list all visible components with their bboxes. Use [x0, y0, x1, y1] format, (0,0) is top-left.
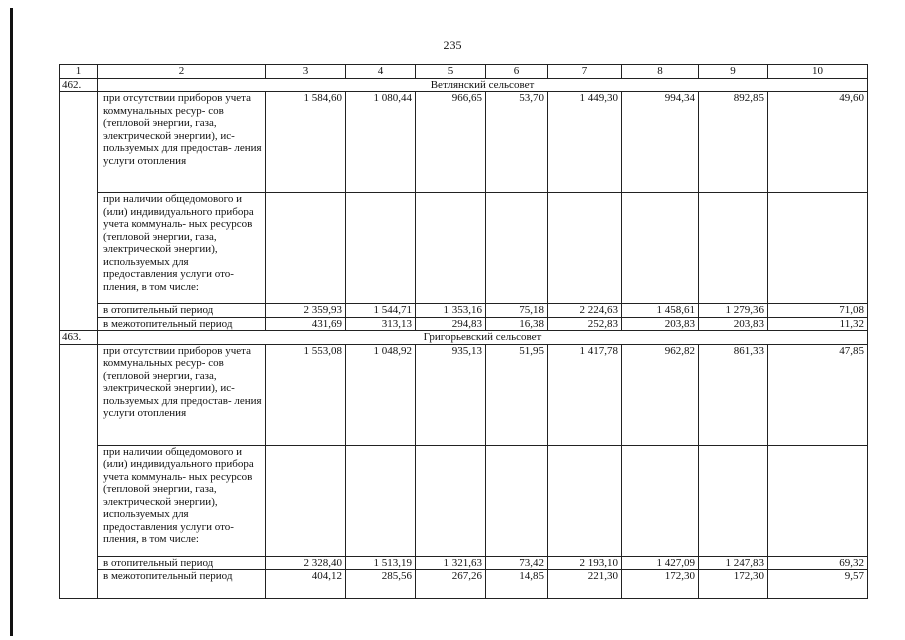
value-cell: 861,33: [699, 344, 768, 445]
value-cell: 53,70: [486, 92, 548, 193]
value-cell: [416, 445, 486, 556]
value-cell: [768, 445, 868, 556]
value-cell: [266, 193, 346, 304]
value-cell: 203,83: [699, 317, 768, 331]
value-cell: [266, 445, 346, 556]
value-cell: 1 584,60: [266, 92, 346, 193]
value-cell: [622, 193, 699, 304]
column-header: 8: [622, 65, 699, 79]
column-header: 7: [548, 65, 622, 79]
tariff-table: [59, 64, 868, 599]
value-cell: 221,30: [548, 570, 622, 599]
column-header: 3: [266, 65, 346, 79]
value-cell: 11,32: [768, 317, 868, 331]
value-cell: [416, 193, 486, 304]
value-cell: 1 544,71: [346, 304, 416, 318]
value-cell: 172,30: [622, 570, 699, 599]
value-cell: 75,18: [486, 304, 548, 318]
section-row: [60, 78, 868, 92]
value-cell: 1 247,83: [699, 556, 768, 570]
value-cell: 252,83: [548, 317, 622, 331]
row-label: при отсутствии приборов учета коммунальных ресур- сов (тепловой энергии, газа, электрической энергии), ис- пользуемых для предостав- ления услуги отопления: [98, 344, 266, 445]
value-cell: 313,13: [346, 317, 416, 331]
column-number-row: [60, 65, 868, 79]
value-cell: [486, 193, 548, 304]
value-cell: 9,57: [768, 570, 868, 599]
value-cell: 892,85: [699, 92, 768, 193]
value-cell: 71,08: [768, 304, 868, 318]
value-cell: [699, 445, 768, 556]
value-cell: 285,56: [346, 570, 416, 599]
value-cell: 69,32: [768, 556, 868, 570]
value-cell: 1 279,36: [699, 304, 768, 318]
value-cell: [548, 193, 622, 304]
value-cell: 1 417,78: [548, 344, 622, 445]
table-row: [60, 570, 868, 599]
value-cell: 267,26: [416, 570, 486, 599]
value-cell: [346, 445, 416, 556]
value-cell: 431,69: [266, 317, 346, 331]
table-row: [60, 445, 868, 556]
value-cell: 203,83: [622, 317, 699, 331]
scan-edge-bar: [10, 8, 13, 636]
value-cell: [346, 193, 416, 304]
table-row: [60, 344, 868, 445]
row-label: в межотопительный период: [98, 317, 266, 331]
column-header: 2: [98, 65, 266, 79]
column-header: 9: [699, 65, 768, 79]
value-cell: 1 080,44: [346, 92, 416, 193]
value-cell: 962,82: [622, 344, 699, 445]
column-header: 5: [416, 65, 486, 79]
value-cell: [699, 193, 768, 304]
column-header: 4: [346, 65, 416, 79]
value-cell: 1 321,63: [416, 556, 486, 570]
value-cell: 294,83: [416, 317, 486, 331]
column-header: 6: [486, 65, 548, 79]
value-cell: 404,12: [266, 570, 346, 599]
empty-cell: [60, 92, 98, 331]
row-label: при наличии общедомового и (или) индивидуального прибора учета коммуналь- ных ресурсов (тепловой энергии, газа, электрической энергии), используемых для предоставления услуги ото- пления, в том числе:: [98, 445, 266, 556]
value-cell: 1 553,08: [266, 344, 346, 445]
table-row: [60, 304, 868, 318]
row-label: при наличии общедомового и (или) индивидуального прибора учета коммуналь- ных ресурсов (тепловой энергии, газа, электрической энергии), используемых для предоставления услуги ото- пления, в том числе:: [98, 193, 266, 304]
table-row: [60, 92, 868, 193]
value-cell: 1 353,16: [416, 304, 486, 318]
value-cell: 1 458,61: [622, 304, 699, 318]
value-cell: 1 427,09: [622, 556, 699, 570]
section-number: 462.: [60, 78, 98, 92]
row-label: в отопительный период: [98, 556, 266, 570]
value-cell: 2 359,93: [266, 304, 346, 318]
value-cell: [486, 445, 548, 556]
value-cell: 1 449,30: [548, 92, 622, 193]
value-cell: 73,42: [486, 556, 548, 570]
value-cell: 966,65: [416, 92, 486, 193]
value-cell: [622, 445, 699, 556]
value-cell: 994,34: [622, 92, 699, 193]
page-number: 235: [443, 38, 462, 52]
value-cell: 2 328,40: [266, 556, 346, 570]
value-cell: 47,85: [768, 344, 868, 445]
empty-cell: [60, 344, 98, 599]
row-label: в отопительный период: [98, 304, 266, 318]
section-title: Григорьевский сельсовет: [98, 331, 868, 345]
value-cell: 51,95: [486, 344, 548, 445]
section-title: Ветлянский сельсовет: [98, 78, 868, 92]
row-label: в межотопительный период: [98, 570, 266, 599]
column-header: 1: [60, 65, 98, 79]
row-label: при отсутствии приборов учета коммунальных ресур- сов (тепловой энергии, газа, электрической энергии), ис- пользуемых для предостав- ления услуги отопления: [98, 92, 266, 193]
value-cell: [768, 193, 868, 304]
section-number: 463.: [60, 331, 98, 345]
table-row: [60, 193, 868, 304]
value-cell: 49,60: [768, 92, 868, 193]
table-row: [60, 556, 868, 570]
value-cell: 2 193,10: [548, 556, 622, 570]
value-cell: [548, 445, 622, 556]
table-row: [60, 317, 868, 331]
value-cell: 935,13: [416, 344, 486, 445]
column-header: 10: [768, 65, 868, 79]
section-row: [60, 331, 868, 345]
value-cell: 14,85: [486, 570, 548, 599]
value-cell: 2 224,63: [548, 304, 622, 318]
value-cell: 172,30: [699, 570, 768, 599]
value-cell: 16,38: [486, 317, 548, 331]
value-cell: 1 513,19: [346, 556, 416, 570]
value-cell: 1 048,92: [346, 344, 416, 445]
